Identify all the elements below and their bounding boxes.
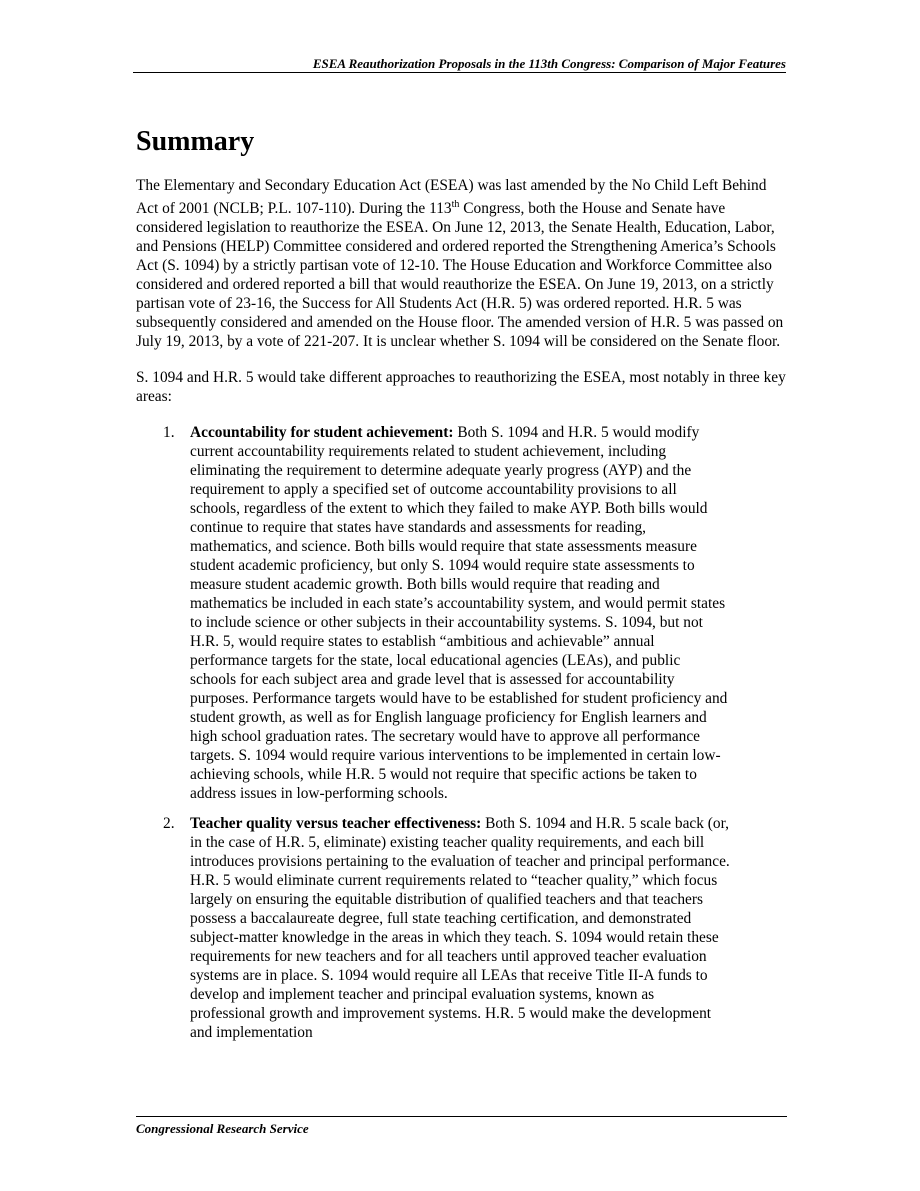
list-item-text: Both S. 1094 and H.R. 5 would modify current accountability requirements related to student achievement, including eliminating the requirement to determine adequate yearly progress (AYP) and the requirement to apply a specified set of outcome accountability provisions to all schools, regardless of the extent to which they failed to make AYP. Both bills would continue to require that states have standards and assessments for reading, mathematics, and science. Both bills would require that state assessments measure student academic proficiency, but only S. 1094 would require state assessments to measure student academic growth. Both bills would require that reading and mathematics be included in each state’s accountability system, and would permit states to include science or other subjects in their accountability systems. S. 1094, but not H.R. 5, would require states to establish “ambitious and achievable” annual performance targets for the state, local educational agencies (LEAs), and public schools for each subject area and grade level that is assessed for accountability purposes. Performance targets would have to be established for student proficiency and student growth, as well as for English language proficiency for English learners and high school graduation rates. The secretary would have to approve all performance targets. S. 1094 would require various interventions to be implemented in certain low-achieving schools, while H.R. 5 would not require that specific actions be taken to address issues in low-performing schools. <box>190 424 728 803</box>
ordinal-superscript: th <box>451 199 460 210</box>
footer-divider <box>136 1116 787 1117</box>
list-item <box>136 814 730 1042</box>
intro-paragraph <box>136 176 790 351</box>
key-areas-list <box>136 423 790 1042</box>
list-item-text: Both S. 1094 and H.R. 5 scale back (or, in the case of H.R. 5, eliminate) existing teacher quality requirements, and each bill introduces provisions pertaining to the evaluation of teacher and principal performance. H.R. 5 would eliminate current requirements related to “teacher quality,” which focus largely on ensuring the equitable distribution of qualified teachers and that teachers possess a baccalaureate degree, full state teaching certification, and demonstrated subject-matter knowledge in the areas in which they teach. S. 1094 would retain these requirements for new teachers and for all teachers until approved teacher evaluation systems are in place. S. 1094 would require all LEAs that receive Title II-A funds to develop and implement teacher and principal evaluation systems, known as professional growth and improvement systems. H.R. 5 would make the development and implementation <box>190 815 730 1042</box>
intro-paragraph-part-2: Congress, both the House and Senate have considered legislation to reauthorize the ESEA. On June 12, 2013, the Senate Health, Education, Labor, and Pensions (HELP) Committee considered and ordered reported the Strengthening America’s Schools Act (S. 1094) by a strictly partisan vote of 12-10. The House Education and Workforce Committee also considered and ordered reported a bill that would reauthorize the ESEA. On June 19, 2013, on a strictly partisan vote of 23-16, the Success for All Students Act (H.R. 5) was ordered reported. H.R. 5 was subsequently considered and amended on the House floor. The amended version of H.R. 5 was passed on July 19, 2013, by a vote of 221-207. It is unclear whether S. 1094 will be considered on the Senate floor. <box>136 200 784 351</box>
document-body <box>136 176 790 1053</box>
list-item-lead: Teacher quality versus teacher effectiveness: <box>190 815 482 833</box>
list-item-number: 2. <box>163 815 175 833</box>
intro-paragraph-part-1: The Elementary and Secondary Education Act (ESEA) was last amended by the No Child Left Behind Act of 2001 (NCLB; P.L. 107-110). During the 113 <box>136 177 767 218</box>
section-heading: Summary <box>136 126 255 157</box>
running-header: ESEA Reauthorization Proposals in the 113th Congress: Comparison of Major Features <box>133 55 786 73</box>
list-item <box>136 423 730 803</box>
footer-publisher: Congressional Research Service <box>136 1121 309 1136</box>
list-item-lead: Accountability for student achievement: <box>190 424 454 442</box>
list-item-number: 1. <box>163 424 175 442</box>
areas-paragraph: S. 1094 and H.R. 5 would take different approaches to reauthorizing the ESEA, most notably in three key areas: <box>136 369 786 406</box>
